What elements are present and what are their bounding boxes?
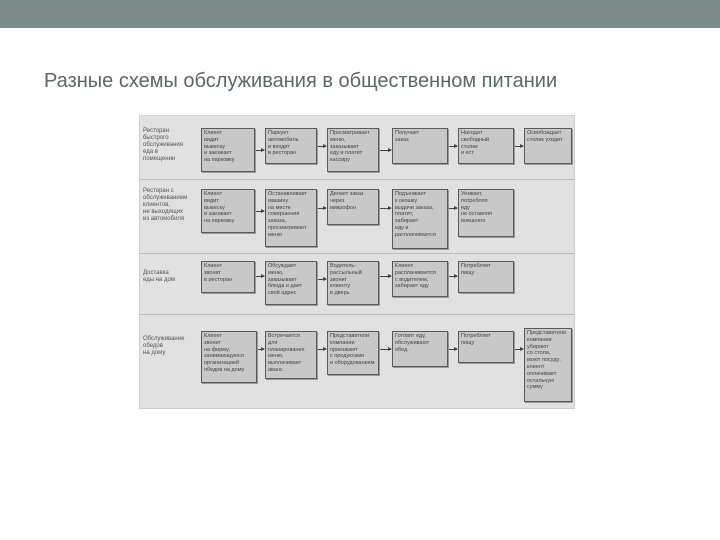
flow-arrow: [449, 349, 457, 350]
step-box: Получает заказ: [392, 128, 448, 164]
flow-arrow: [256, 276, 264, 277]
step-box: Просматривает меню, заказывает еду и платит кассиру: [327, 128, 379, 172]
flow-arrow: [380, 208, 391, 209]
flow-arrow: [380, 349, 391, 350]
row-divider: [140, 314, 574, 315]
flow-arrow: [258, 349, 264, 350]
step-box: Клиент звонит в ресторан: [201, 261, 255, 293]
flow-arrow: [449, 276, 457, 277]
step-box: Уезжает, потребляя еду не оставляя внешнего: [458, 189, 514, 237]
step-box: Представители компании убирают со стола, моют посуду; клиент оплачивает остальную сумму: [524, 328, 572, 402]
row-label-catering: Обслуживание обедов на дому: [143, 336, 185, 356]
flow-arrow: [256, 150, 264, 151]
step-box: Останавливает машину на месте совершения заказа, просматривает меню: [265, 189, 317, 247]
flow-arrow: [515, 349, 523, 350]
row-label-fast-food: Ресторан быстрого обслуживания еда в помещении: [143, 128, 184, 162]
step-box: Находит свободный столик и ест: [458, 128, 514, 164]
step-box: Потребляет пищу: [458, 261, 514, 293]
step-box: Встречается для планирования меню, выплачивает аванс: [265, 331, 317, 379]
flow-arrow: [449, 146, 457, 147]
top-decorative-bar: [0, 0, 720, 28]
step-box: Освобождает столик уходит: [524, 128, 572, 164]
step-box: Потребляет пищу: [458, 331, 514, 363]
step-box: Клиент звонит на фирму, занимающуюся организацией обедов на дому: [201, 331, 257, 383]
step-box: Клиент видит вывеску и заезжает на парковку: [201, 128, 255, 172]
step-box: Делает заказ через микрофон: [327, 189, 379, 225]
step-box: Водитель- рассыльный звонит клиенту в дверь: [327, 261, 379, 305]
flow-arrow: [318, 208, 326, 209]
service-schemes-diagram: [139, 115, 575, 409]
row-label-drive-through: Ресторан с обслуживанием клиентов, не выходящих из автомобиля: [143, 188, 188, 222]
step-box: Клиент видит вывеску и заезжает на парковку: [201, 189, 255, 233]
flow-arrow: [256, 211, 264, 212]
row-divider: [140, 179, 574, 180]
row-label-home-delivery: Доставка еды на дом: [143, 270, 175, 283]
step-box: Паркует автомобиль и входит в ресторан: [265, 128, 317, 164]
step-box: Представители компании приезжают с продуктами и оборудованием: [327, 331, 379, 375]
flow-arrow: [318, 146, 326, 147]
flow-arrow: [449, 208, 457, 209]
flow-arrow: [318, 349, 326, 350]
step-box: Обсуждает меню, заказывает блюда и дает свой адрес: [265, 261, 317, 305]
flow-arrow: [380, 276, 391, 277]
flow-arrow: [380, 150, 391, 151]
step-box: Готовят еду, обслуживают обед: [392, 331, 448, 367]
flow-arrow: [515, 146, 523, 147]
step-box: Клиент расплачивается с водителем, забирает еду: [392, 261, 448, 297]
step-box: Подъезжает к окошку выдачи заказа, платит, забирает еду и расплачивается: [392, 189, 448, 249]
slide-title: Разные схемы обслуживания в общественном питании: [44, 70, 558, 92]
flow-arrow: [318, 279, 326, 280]
row-divider: [140, 253, 574, 254]
